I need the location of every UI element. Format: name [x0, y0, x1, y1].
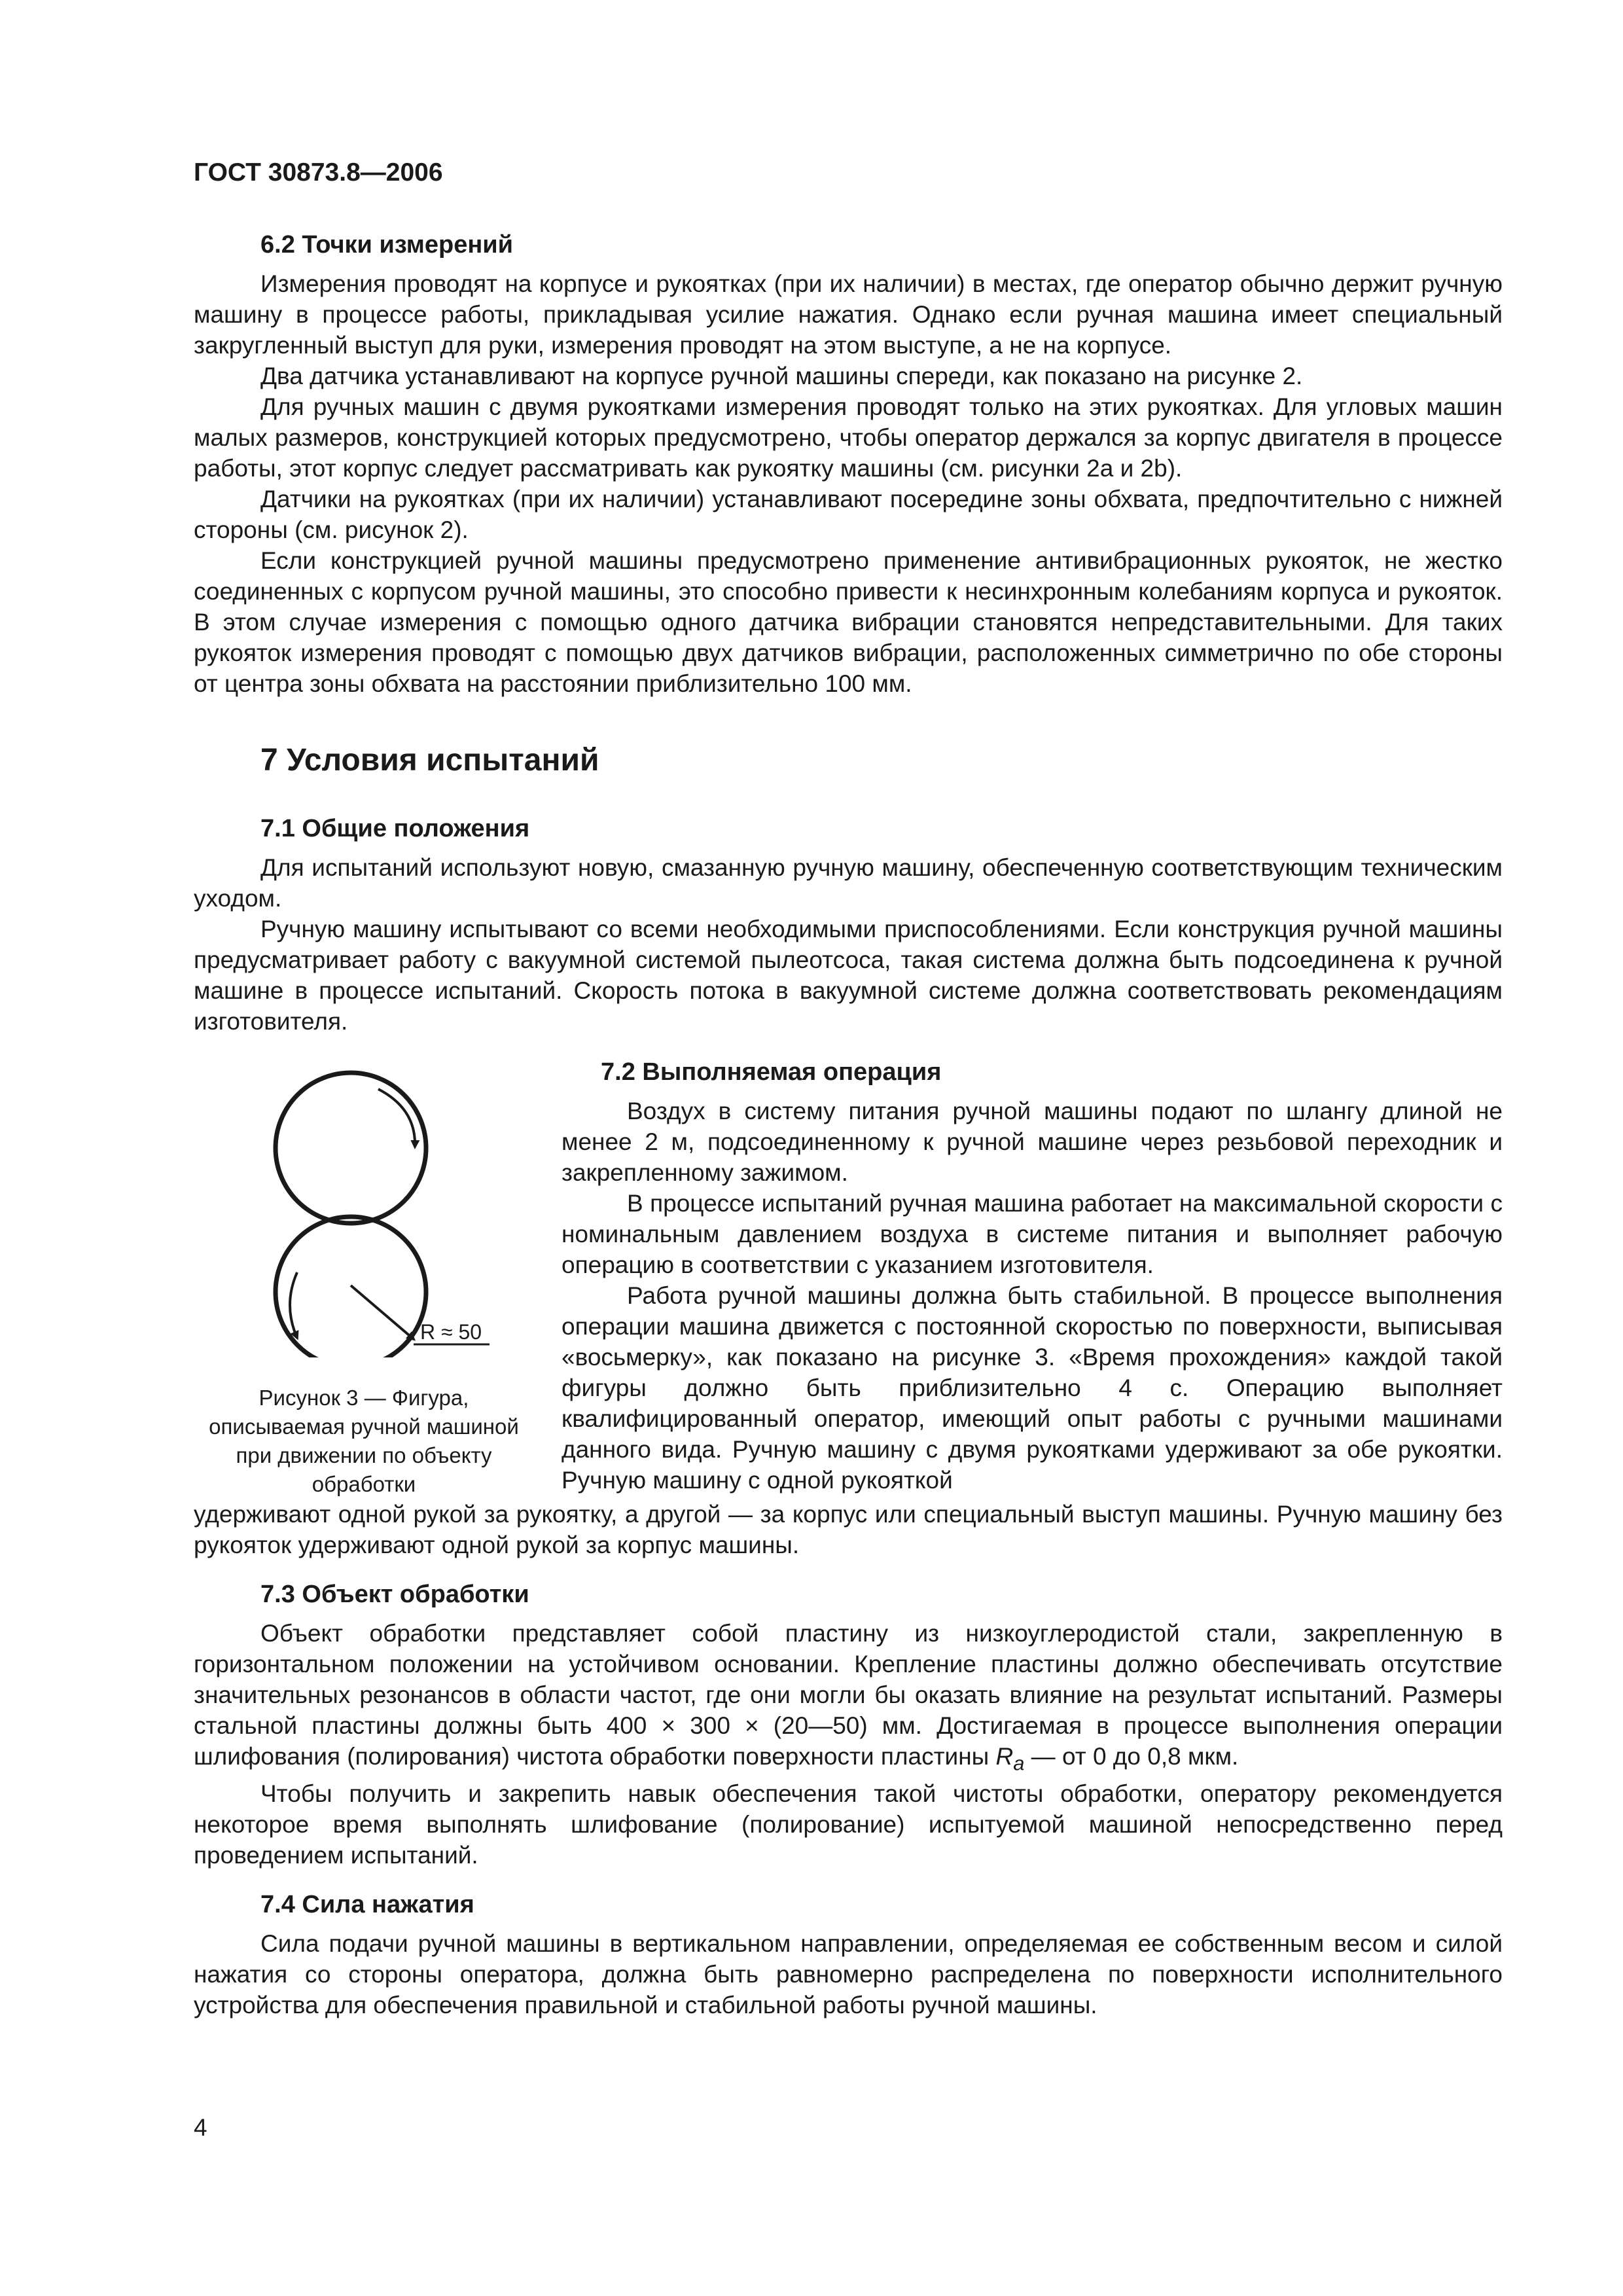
figure-eight-drawing	[194, 1056, 534, 1357]
paragraph: Сила подачи ручной машины в вертикальном направлении, определяемая ее собственным весом и силой нажатия со стороны оператора, должна быть равномерно распределена по поверхности исполнительного устройства для обеспечения правильной и стабильной работы ручной машины.	[194, 1930, 1503, 2019]
section-7-1-body	[194, 852, 1503, 1037]
page-number: 4	[194, 2114, 207, 2141]
section-7-3-body	[194, 1618, 1503, 1871]
paragraph: Работа ручной машины должна быть стабильной. В процессе выполнения операции машина движется с постоянной скоростью по поверхности, выписывая «восьмерку», как показано на рисунке 3. «Время прохождения» каждой такой фигуры должно быть приблизительно 4 с. Операцию выполняет квалифицированный оператор, имеющий опыт работы с ручными машинами данного вида. Ручную машину с двумя рукоятками удерживают за обе рукоятки. Ручную машину с одной рукояткой	[562, 1282, 1503, 1494]
section-7-2-title: 7.2 Выполняемая операция	[601, 1058, 942, 1086]
section-7-3-title: 7.3 Объект обработки	[260, 1581, 529, 1608]
section-7-4-body	[194, 1928, 1503, 2020]
section-7-1-title: 7.1 Общие положения	[260, 815, 530, 842]
paragraph: В процессе испытаний ручная машина работает на максимальной скорости с номинальным давлением воздуха в системе питания и выполняет рабочую операцию в соответствии с указанием изготовителя.	[562, 1190, 1503, 1278]
paragraph: Для ручных машин с двумя рукоятками измерения проводят только на этих рукоятках. Для угловых машин малых размеров, конструкцией которых предусмотрено, чтобы оператор держался за корпус двигателя в процессе работы, этот корпус следует рассматривать как рукоятку машины (см. рисунки 2a и 2b).	[194, 393, 1503, 482]
radius-label: R ≈ 50	[420, 1320, 482, 1344]
paragraph: Ручную машину испытывают со всеми необходимыми приспособлениями. Если конструкция ручной машины предусматривает работу с вакуумной системой пылеотсоса, такая система должна быть подсоединена к ручной машине в процессе испытаний. Скорость потока в вакуумной системе должна соответствовать рекомендациям изготовителя.	[194, 916, 1503, 1035]
paragraph: Два датчика устанавливают на корпусе ручной машины спереди, как показано на рисунке 2.	[260, 363, 1303, 389]
roughness-subscript: a	[1013, 1751, 1025, 1775]
paragraph: Для испытаний используют новую, смазанную ручную машину, обеспеченную соответствующим техническим уходом.	[194, 854, 1503, 912]
text-run: — от 0 до 0,8 мкм.	[1024, 1743, 1239, 1770]
section-7-4-title: 7.4 Сила нажатия	[260, 1891, 474, 1919]
section-7-2-continuation	[194, 1499, 1503, 1560]
radius-line	[351, 1285, 414, 1339]
document-page	[194, 157, 1503, 2020]
section-7-2-column	[534, 1056, 1503, 1496]
section-7-title: 7 Условия испытаний	[260, 743, 599, 778]
section-6-2-title: 6.2 Точки измерений	[260, 231, 514, 259]
paragraph: Если конструкцией ручной машины предусмотрено применение антивибрационных рукояток, не жестко соединенных с корпусом ручной машины, это способно привести к несинхронным колебаниям корпуса и рукояток. В этом случае измерения с помощью одного датчика вибрации становятся непредставительными. Для таких рукояток измерения проводят с помощью двух датчиков вибрации, расположенных симметрично по обе стороны от центра зоны обхвата на расстоянии приблизительно 100 мм.	[194, 547, 1503, 697]
paragraph	[194, 1618, 1503, 1778]
figure-3-caption: Рисунок 3 — Фигура, описываемая ручной машиной при движении по объекту обработки	[209, 1386, 519, 1496]
section-6-2-body	[194, 268, 1503, 699]
upper-loop	[276, 1073, 426, 1223]
document-header: ГОСТ 30873.8—2006	[194, 158, 443, 187]
paragraph: Чтобы получить и закрепить навык обеспечения такой чистоты обработки, оператору рекомендуется некоторое время выполнять шлифование (полирование) испытуемой машиной непосредственно перед проведением испытаний.	[194, 1780, 1503, 1869]
figure-and-text-row	[194, 1056, 1503, 1499]
paragraph: Измерения проводят на корпусе и рукоятках (при их наличии) в местах, где оператор обычно держит ручную машину в процессе работы, прикладывая усилие нажатия. Однако если ручная машина имеет специальный закругленный выступ для руки, измерения проводят на этом выступе, а не на корпусе.	[194, 270, 1503, 359]
paragraph: Воздух в систему питания ручной машины подают по шлангу длиной не менее 2 м, подсоединенному к ручной машине через резьбовой переходник и закрепленному зажимом.	[562, 1098, 1503, 1186]
roughness-symbol: R	[995, 1743, 1014, 1770]
direction-arrow-lower	[290, 1272, 297, 1338]
text-run: Объект обработки представляет собой пластину из низкоуглеродистой стали, закрепленную в горизонтальном положении на устойчивом основании. Крепление пластины должно обеспечивать отсутствие значительных резонансов в области частот, где они могли бы оказать влияние на результат испытаний. Размеры стальной пластины должны быть 400 × 300 × (20—50) мм. Достигаемая в процессе выполнения операции шлифования (полирования) чистота обработки поверхности пластины	[194, 1620, 1503, 1770]
figure-3	[194, 1056, 534, 1499]
paragraph: Датчики на рукоятках (при их наличии) устанавливают посередине зоны обхвата, предпочтительно с нижней стороны (см. рисунок 2).	[194, 486, 1503, 543]
paragraph: удерживают одной рукой за рукоятку, а другой — за корпус или специальный выступ машины. Ручную машину без рукояток удерживают одной рукой за корпус машины.	[194, 1501, 1503, 1558]
